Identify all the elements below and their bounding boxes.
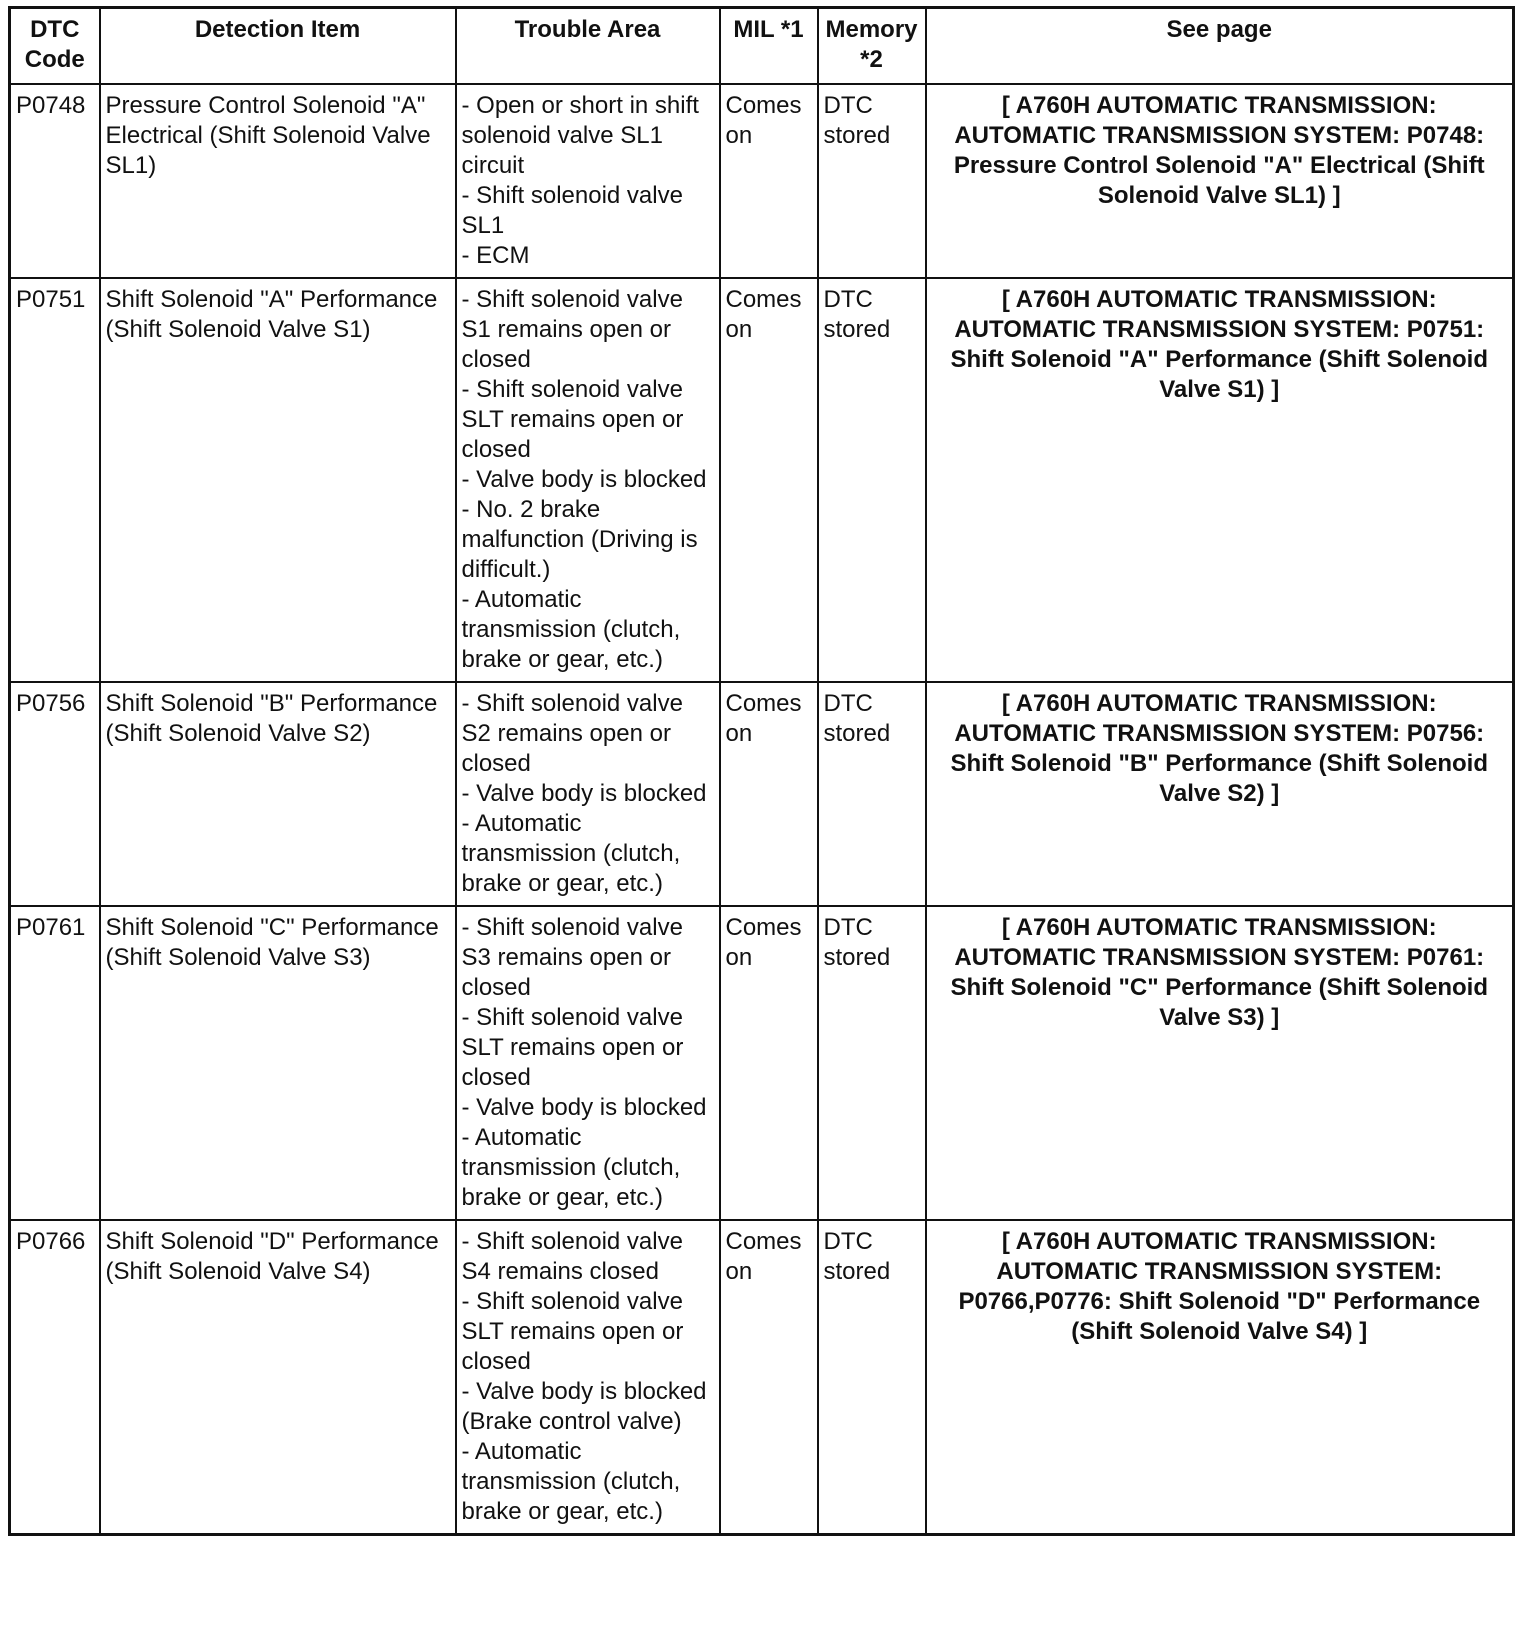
trouble-area-item: - Shift solenoid valve SLT remains open or closed <box>461 1004 684 1091</box>
trouble-area-cell <box>456 1220 720 1535</box>
mil-cell: Comes on <box>720 1220 818 1535</box>
table-header <box>10 8 1514 85</box>
dtc-code-cell: P0751 <box>10 278 100 682</box>
memory-cell: DTC stored <box>818 682 926 906</box>
mil-cell: Comes on <box>720 906 818 1220</box>
header-row <box>10 8 1514 85</box>
trouble-area-item: - Shift solenoid valve SL1 <box>461 182 683 239</box>
see-page-link[interactable]: [ A760H AUTOMATIC TRANSMISSION: AUTOMATIC TRANSMISSION SYSTEM: P0766,P0776: Shift Solenoid "D" Performance (Shift Solenoid Valve S4) ] <box>926 1220 1514 1535</box>
mil-cell: Comes on <box>720 278 818 682</box>
see-page-link[interactable]: [ A760H AUTOMATIC TRANSMISSION: AUTOMATIC TRANSMISSION SYSTEM: P0761: Shift Solenoid "C" Performance (Shift Solenoid Valve S3) ] <box>926 906 1514 1220</box>
dtc-code-cell: P0766 <box>10 1220 100 1535</box>
detection-item-cell: Pressure Control Solenoid "A" Electrical (Shift Solenoid Valve SL1) <box>100 84 456 278</box>
detection-item-cell: Shift Solenoid "A" Performance (Shift Solenoid Valve S1) <box>100 278 456 682</box>
trouble-area-item: - Shift solenoid valve S3 remains open or closed <box>461 914 683 1001</box>
header-memory-line-1: Memory <box>825 16 918 43</box>
trouble-area-item: - Shift solenoid valve S2 remains open or closed <box>461 690 683 777</box>
trouble-area-item: - Shift solenoid valve S4 remains closed <box>461 1228 683 1285</box>
table-row <box>10 682 1514 906</box>
trouble-area-item: - Automatic transmission (clutch, brake or gear, etc.) <box>461 1124 681 1211</box>
trouble-area-cell <box>456 682 720 906</box>
trouble-area-cell <box>456 84 720 278</box>
see-page-link[interactable]: [ A760H AUTOMATIC TRANSMISSION: AUTOMATIC TRANSMISSION SYSTEM: P0756: Shift Solenoid "B" Performance (Shift Solenoid Valve S2) ] <box>926 682 1514 906</box>
trouble-area-item: - ECM <box>461 242 530 269</box>
header-mil: MIL *1 <box>720 8 818 85</box>
trouble-area-item: - Automatic transmission (clutch, brake or gear, etc.) <box>461 586 681 673</box>
dtc-code-cell: P0756 <box>10 682 100 906</box>
dtc-code-cell: P0761 <box>10 906 100 1220</box>
header-dtc-code <box>10 8 100 85</box>
trouble-area-cell <box>456 906 720 1220</box>
table-row <box>10 1220 1514 1535</box>
memory-cell: DTC stored <box>818 1220 926 1535</box>
table-body <box>10 84 1514 1535</box>
trouble-area-item: - Valve body is blocked <box>461 1094 707 1121</box>
trouble-area-item: - Automatic transmission (clutch, brake or gear, etc.) <box>461 1438 681 1525</box>
header-dtc-code-line-1: DTC <box>30 16 80 43</box>
see-page-link[interactable]: [ A760H AUTOMATIC TRANSMISSION: AUTOMATIC TRANSMISSION SYSTEM: P0751: Shift Solenoid "A" Performance (Shift Solenoid Valve S1) ] <box>926 278 1514 682</box>
table-row <box>10 906 1514 1220</box>
header-memory <box>818 8 926 85</box>
trouble-area-item: - Shift solenoid valve SLT remains open or closed <box>461 1288 684 1375</box>
detection-item-cell: Shift Solenoid "B" Performance (Shift Solenoid Valve S2) <box>100 682 456 906</box>
header-trouble-area: Trouble Area <box>456 8 720 85</box>
table-row <box>10 84 1514 278</box>
mil-cell: Comes on <box>720 84 818 278</box>
dtc-table <box>8 6 1515 1536</box>
trouble-area-item: - No. 2 brake malfunction (Driving is difficult.) <box>461 496 698 583</box>
detection-item-cell: Shift Solenoid "C" Performance (Shift Solenoid Valve S3) <box>100 906 456 1220</box>
trouble-area-item: - Valve body is blocked <box>461 780 707 807</box>
mil-cell: Comes on <box>720 682 818 906</box>
header-dtc-code-line-2: Code <box>24 46 85 73</box>
header-detection-item: Detection Item <box>100 8 456 85</box>
dtc-code-cell: P0748 <box>10 84 100 278</box>
trouble-area-item: - Open or short in shift solenoid valve SL1 circuit <box>461 92 699 179</box>
detection-item-cell: Shift Solenoid "D" Performance (Shift Solenoid Valve S4) <box>100 1220 456 1535</box>
trouble-area-item: - Shift solenoid valve SLT remains open or closed <box>461 376 684 463</box>
header-memory-line-2: *2 <box>860 46 883 73</box>
see-page-link[interactable]: [ A760H AUTOMATIC TRANSMISSION: AUTOMATIC TRANSMISSION SYSTEM: P0748: Pressure Control Solenoid "A" Electrical (Shift Solenoid Valve SL1) ] <box>926 84 1514 278</box>
trouble-area-item: - Valve body is blocked <box>461 466 707 493</box>
trouble-area-cell <box>456 278 720 682</box>
trouble-area-item: - Valve body is blocked (Brake control valve) <box>461 1378 707 1435</box>
memory-cell: DTC stored <box>818 84 926 278</box>
header-see-page: See page <box>926 8 1514 85</box>
table-row <box>10 278 1514 682</box>
trouble-area-item: - Automatic transmission (clutch, brake or gear, etc.) <box>461 810 681 897</box>
memory-cell: DTC stored <box>818 906 926 1220</box>
trouble-area-item: - Shift solenoid valve S1 remains open or closed <box>461 286 683 373</box>
memory-cell: DTC stored <box>818 278 926 682</box>
